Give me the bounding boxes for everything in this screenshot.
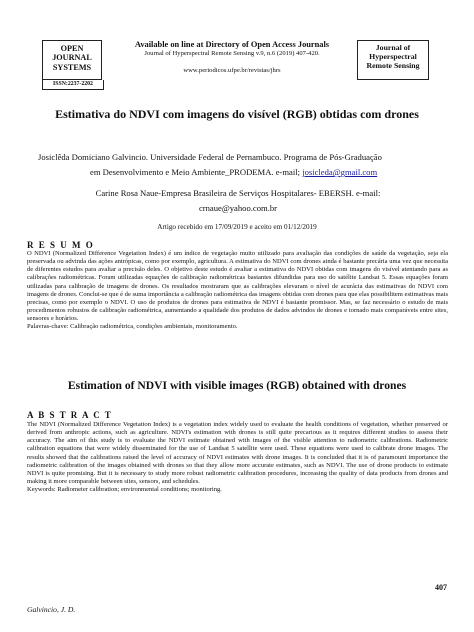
author-1-affiliation	[38, 150, 438, 180]
author-1-line-2	[38, 165, 438, 180]
resumo-body	[27, 250, 448, 332]
author-2-line-1: Carine Rosa Naue-Empresa Brasileira de Serviços Hospitalares- EBERSH. e-mail:	[95, 188, 381, 198]
journal-name-line-2: Hyperspectral	[369, 51, 417, 61]
journal-name-line-3: Remote Sensing	[366, 60, 420, 70]
logo-line-2: JOURNAL	[52, 53, 92, 63]
resumo-heading: R E S U M O	[27, 240, 95, 250]
resumo-keywords: Palavras-chave: Calibração radiométrica, condições ambientais, monitoramento.	[27, 323, 238, 331]
footer-author: Galvincio, J. D.	[27, 605, 76, 614]
author-1-email-link[interactable]: josicleda@gmail.com	[302, 167, 378, 177]
author-1-line-1: Josiclêda Domiciano Galvincio. Universidade Federal de Pernambuco. Programa de Pós-Graduação	[38, 152, 382, 162]
article-dates: Artigo recebido em 17/09/2019 e aceito em 01/12/2019	[157, 223, 317, 231]
resumo-text: O NDVI (Normalized Difference Vegetation Index) é um índice de vegetação muito utilizado para avaliação das condições de saúde da vegetação, seja ela preservada ou advinda das ações antrópicas, como por exemplo, agricultura. A estimativa do NDVI com drones ainda é bastante precária uma vez que necessita de diferentes estudos para avaliar a precisão deles. O objetivo deste estudo é avaliar a estimativa do NDVI obtidas com imagens do visível atentando para as calibrações radiométricas. Foram utilizadas equações de calibração radiométricas bastantes difundidas para uso do satélite Landsat 5. Essas equações foram utilizadas para calibração de imagens de drones. Os resultados mostraram que as calibrações elevaram o nível de acurácia das estimativas do NDVI com imagens de drones. Conclui-se que é de suma importância a calibração radiométrica das imagens obtidas com drones para que elas possibilitem estimativas mais precisas, como por exemplo o NDVI. O uso de produtos de drones para estimativa de NDVI é bastante promissor. Mas, se faz necessário o estudo de mais procedimentos robustos de calibração radiométrica, aumentando a qualidade dos produtos de dados advindos de drones e tornado mais comparáveis entre sites, sensores e horários.	[27, 250, 448, 323]
available-online-text: Available on line at Directory of Open Access Journals	[134, 40, 330, 49]
abstract-body	[27, 421, 448, 494]
issn-label: ISSN:2237-2202	[42, 80, 104, 90]
journal-citation: Journal of Hyperspectral Remote Sensing v.9, n.6 (2019) 407-420.	[144, 50, 320, 57]
open-journal-systems-logo	[42, 40, 102, 80]
logo-line-3: SYSTEMS	[52, 62, 92, 72]
abstract-text: The NDVI (Normalized Difference Vegetation Index) is a vegetation index widely used to evaluate the health conditions of vegetation, whether preserved or derived from anthropic actions, such as agriculture. NDVI's estimation with drones is still quite precarious as it requires different studies to assess their accuracy. The aim of this study is to evaluate the NDVI estimate obtained with images of the visible attention to radiometric calibrations. Radiometric calibration equations that were widely disseminated for the use of Landsat 5 satellite were used. These equations were used to calibrate drone images. The results showed that the calibrations raised the level of accuracy of NDVI estimates with drone images. It is concluded that it is of paramount importance the radiometric calibration of the images obtained with drones so that they allow more accurate estimates, such as NDVI. The use of drone products to estimate NDVI is quite promising. But it is necessary to study more robust radiometric calibration procedures, increasing the quality of data products from drones and making it more comparable between sites, sensors, and schedules.	[27, 421, 448, 486]
author-2-email: crnaue@yahoo.com.br	[198, 203, 278, 213]
journal-name-box	[357, 40, 429, 80]
abstract-heading: A B S T R A C T	[27, 410, 113, 420]
abstract-keywords: Keywords: Radiometer calibration; environmental conditions; monitoring.	[27, 486, 222, 494]
author-1-affiliation-text: em Desenvolvimento e Meio Ambiente_PRODEMA. e-mail;	[90, 167, 303, 177]
page-number: 407	[435, 583, 447, 592]
journal-name-line-1: Journal of	[375, 43, 411, 52]
article-title-portuguese: Estimativa do NDVI com imagens do visível (RGB) obtidas com drones	[55, 107, 419, 121]
logo-line-1: OPEN	[60, 44, 84, 53]
author-2-affiliation	[38, 186, 438, 216]
journal-website-link[interactable]: www.periodicos.ufpe.br/revistas/jhrs	[183, 67, 281, 74]
article-title-english: Estimation of NDVI with visible images (RGB) obtained with drones	[67, 379, 407, 392]
